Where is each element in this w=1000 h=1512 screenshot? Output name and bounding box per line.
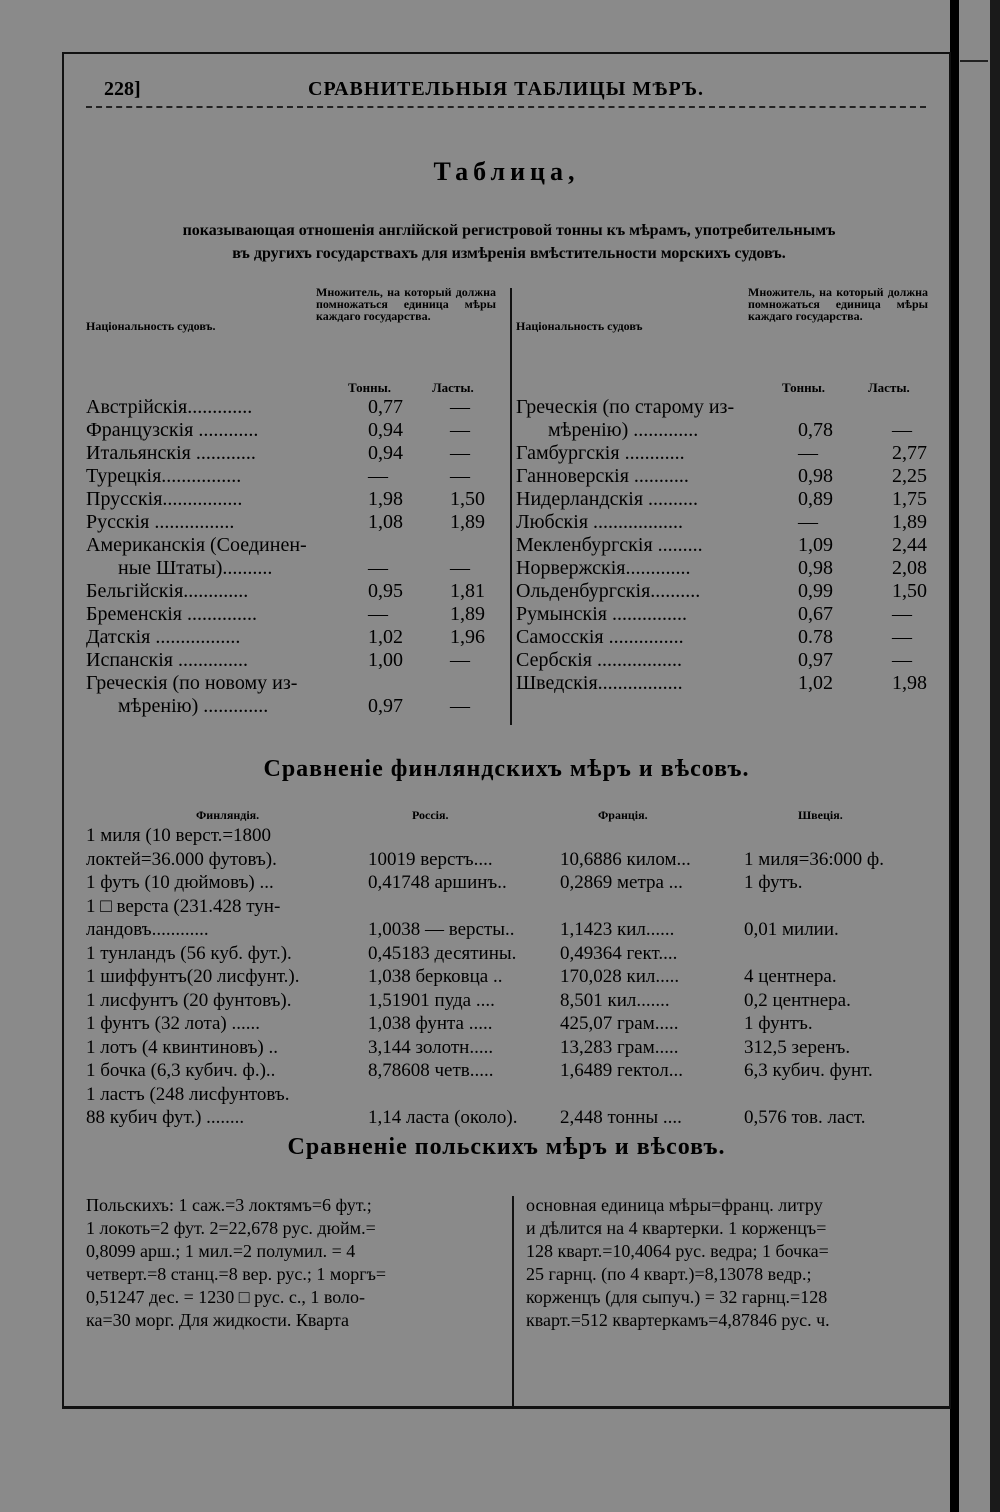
tons-cell: 0,89 — [798, 488, 833, 510]
table-row — [516, 396, 936, 419]
table-row — [516, 672, 936, 695]
lasts-cell: — — [892, 603, 912, 625]
tons-cell: — — [368, 465, 388, 487]
page-subtitle — [84, 219, 934, 265]
lasts-cell: — — [450, 695, 470, 717]
nationality-cell: Греческія (по старому из- — [516, 396, 735, 418]
nationality-cell: мѣренію) ............. — [548, 419, 699, 441]
table-row — [86, 534, 512, 557]
text-line: ка=30 морг. Для жидкости. Кварта — [86, 1310, 349, 1330]
header-tons: Тонны. — [782, 380, 825, 395]
page-number: 228] — [104, 78, 141, 100]
table-row — [86, 824, 946, 848]
table-header — [516, 286, 936, 396]
nationality-cell: Сербскія ................. — [516, 649, 682, 671]
table-row — [516, 603, 936, 626]
lasts-cell: — — [892, 649, 912, 671]
france-cell: 1,1423 кил...... — [560, 919, 675, 940]
text-line: кварт.=512 квартеркамъ=4,87846 рус. ч. — [526, 1310, 830, 1330]
subtitle-line: показывающая отношенія англійской регистровой тонны къ мѣрамъ, употребительнымъ — [182, 222, 836, 239]
nationality-cell: Шведскія................. — [516, 672, 683, 694]
text-line: и дѣлится на 4 квартерки. 1 корженцъ= — [526, 1218, 827, 1238]
table-row — [516, 649, 936, 672]
nationality-cell: Бельгійскія............. — [86, 580, 249, 602]
nationality-cell: Норвержскія............. — [516, 557, 691, 579]
header-lasts: Ласты. — [868, 380, 910, 395]
table-row — [86, 465, 512, 488]
text-line: Польскихъ: 1 саж.=3 локтямъ=6 фут.; — [86, 1195, 372, 1215]
russia-cell: 1,14 ласта (около). — [368, 1107, 518, 1128]
finland-cell: 1 футъ (10 дюймовъ) ... — [86, 872, 274, 893]
tons-cell: 0,95 — [368, 580, 403, 602]
sweden-cell: 1 фунтъ. — [744, 1013, 813, 1034]
lasts-cell: — — [450, 419, 470, 441]
text-line: основная единица мѣры=франц. литру — [526, 1195, 823, 1215]
table-row — [86, 1106, 946, 1130]
column-divider — [510, 288, 512, 725]
tons-cell: 0,98 — [798, 557, 833, 579]
table-row — [86, 626, 512, 649]
table-header — [86, 286, 512, 396]
lasts-cell: — — [450, 649, 470, 671]
text-line: 128 кварт.=10,4064 рус. ведра; 1 бочка= — [526, 1241, 829, 1261]
table-row — [86, 1036, 946, 1060]
lasts-cell: — — [450, 442, 470, 464]
nationality-cell: Бременскія .............. — [86, 603, 257, 625]
russia-cell: 10019 верстъ.... — [368, 848, 493, 870]
table-row — [86, 695, 512, 718]
lasts-cell: 2,77 — [892, 442, 927, 464]
nationality-cell: Ольденбургскія.......... — [516, 580, 701, 602]
lasts-cell: 2,44 — [892, 534, 927, 556]
table-row — [86, 1059, 946, 1083]
nationality-cell: ные Штаты).......... — [118, 557, 273, 579]
nationality-cell: Итальянскія ............ — [86, 442, 256, 464]
tons-cell: 0.78 — [798, 626, 833, 648]
table-row — [86, 1012, 946, 1036]
tons-cell: — — [798, 442, 818, 464]
france-cell: 425,07 грам..... — [560, 1013, 679, 1034]
finnish-table-header — [86, 804, 946, 824]
nationality-cell: Любскія .................. — [516, 511, 684, 533]
france-cell: 0,49364 гект.... — [560, 942, 678, 964]
finland-cell: локтей=36.000 футовъ). — [86, 848, 277, 870]
header-multiplier: Множитель, на который должна помножаться единица мѣры каждаго государства. — [748, 285, 928, 323]
lasts-cell: 1,75 — [892, 488, 927, 510]
table-row — [86, 895, 946, 919]
nationality-cell: Австрійскія............. — [86, 396, 253, 418]
nationality-cell: Французскія ............ — [86, 419, 259, 441]
finland-cell: 88 кубич фут.) ........ — [86, 1107, 245, 1128]
header-nationality: Національность судовъ — [516, 319, 643, 333]
finland-cell: ландовъ............ — [86, 919, 209, 940]
finnish-table-body — [86, 824, 946, 1130]
lasts-cell: 1,50 — [450, 488, 485, 510]
finland-cell: 1 ластъ (248 лисфунтовъ. — [86, 1083, 290, 1105]
nationality-cell: Испанскія .............. — [86, 649, 248, 671]
tons-cell: 0,97 — [798, 649, 833, 671]
text-line: корженцъ (для сыпуч.) = 32 гарнц.=128 — [526, 1287, 828, 1307]
table-row — [86, 965, 946, 989]
ship-table-right — [516, 286, 936, 695]
header-rule — [86, 106, 926, 114]
page — [62, 52, 951, 1409]
sweden-cell: 0,2 центнера. — [744, 989, 851, 1011]
nationality-cell: Ганноверскія ........... — [516, 465, 689, 487]
tons-cell: 1,09 — [798, 534, 833, 556]
running-title: СРАВНИТЕЛЬНЫЯ ТАБЛИЦЫ МѢРЪ. — [308, 78, 705, 100]
text-line: четверт.=8 станц.=8 вер. рус.; 1 моргъ= — [86, 1264, 387, 1284]
tons-cell: 0,98 — [798, 465, 833, 487]
table-row — [86, 396, 512, 419]
header-nationality: Національность судовъ. — [86, 319, 216, 333]
finland-cell: 1 тунландъ (56 куб. фут.). — [86, 942, 292, 964]
table-row — [516, 511, 936, 534]
table-row — [516, 488, 936, 511]
finland-cell: 1 миля (10 верст.=1800 — [86, 825, 272, 846]
table-row — [516, 580, 936, 603]
lasts-cell: 2,25 — [892, 465, 927, 487]
nationality-cell: Русскія ................ — [86, 511, 235, 533]
table-row — [86, 442, 512, 465]
sweden-cell: 6,3 кубич. фунт. — [744, 1060, 873, 1081]
lasts-cell: 2,08 — [892, 557, 927, 579]
nationality-cell: Самосскія ............... — [516, 626, 684, 648]
tons-cell: 0,97 — [368, 695, 403, 717]
subtitle-line: въ другихъ государствахъ для измѣренія вмѣстительности морскихъ судовъ. — [232, 245, 786, 262]
ship-table-left — [86, 286, 512, 718]
binding-rule — [950, 0, 959, 1512]
table-row — [86, 942, 946, 966]
russia-cell: 0,41748 аршинъ.. — [368, 872, 507, 893]
lasts-cell: — — [892, 626, 912, 648]
russia-cell: 1,51901 пуда .... — [368, 989, 495, 1011]
russia-cell: 3,144 золотн..... — [368, 1036, 494, 1058]
lasts-cell: 1,50 — [892, 580, 927, 602]
nationality-cell: Греческія (по новому из- — [86, 672, 298, 694]
lasts-cell: 1,89 — [450, 511, 485, 533]
table-row — [86, 871, 946, 895]
lasts-cell: — — [892, 419, 912, 441]
table-row — [86, 918, 946, 942]
finnish-table — [86, 804, 946, 1130]
nationality-cell: Прусскія................ — [86, 488, 243, 510]
polish-heading: Сравненіе польскихъ мѣръ и вѣсовъ. — [287, 1134, 726, 1160]
polish-text-right — [526, 1194, 934, 1332]
lasts-cell: 1,89 — [450, 603, 485, 625]
table-row — [86, 603, 512, 626]
tons-cell: 0,67 — [798, 603, 833, 625]
tons-cell: 0,94 — [368, 442, 403, 464]
russia-cell: 8,78608 четв..... — [368, 1060, 494, 1081]
lasts-cell: — — [450, 396, 470, 418]
tons-cell: 0,99 — [798, 580, 833, 602]
finland-cell: 1 фунтъ (32 лота) ...... — [86, 1013, 260, 1034]
nationality-cell: Американскія (Соединен- — [86, 534, 307, 556]
header-france: Франція. — [598, 808, 648, 822]
table-row — [86, 419, 512, 442]
table-row — [516, 419, 936, 442]
lasts-cell: — — [450, 465, 470, 487]
russia-cell: 1,038 фунта ..... — [368, 1013, 493, 1034]
table-row — [86, 649, 512, 672]
column-divider — [512, 1196, 514, 1408]
finnish-heading: Сравненіе финляндскихъ мѣръ и вѣсовъ. — [263, 756, 750, 782]
table-row — [86, 1083, 946, 1107]
sweden-cell: 312,5 зеренъ. — [744, 1036, 851, 1058]
nationality-cell: Нидерландскія .......... — [516, 488, 699, 510]
sweden-cell: 1 футъ. — [744, 872, 803, 893]
france-cell: 2,448 тонны .... — [560, 1107, 682, 1128]
france-cell: 1,6489 гектол... — [560, 1060, 683, 1081]
tons-cell: — — [798, 511, 818, 533]
sweden-cell: 0,01 милии. — [744, 919, 839, 940]
nationality-cell: мѣренію) ............. — [118, 695, 269, 717]
table-body — [516, 396, 936, 695]
header-finland: Финляндія. — [196, 808, 260, 822]
tons-cell: 0,78 — [798, 419, 833, 441]
text-line: 0,8099 арш.; 1 мил.=2 полумил. = 4 — [86, 1241, 356, 1261]
france-cell: 13,283 грам..... — [560, 1036, 679, 1058]
table-body — [86, 396, 512, 718]
page-edge — [990, 0, 1000, 1512]
table-row — [86, 580, 512, 603]
russia-cell: 1,0038 — версты.. — [368, 919, 515, 940]
france-cell: 8,501 кил....... — [560, 989, 670, 1011]
tons-cell: 0,94 — [368, 419, 403, 441]
nationality-cell: Датскія ................. — [86, 626, 241, 648]
header-tons: Тонны. — [348, 380, 391, 395]
nationality-cell: Мекленбургскія ......... — [516, 534, 703, 556]
tons-cell: 1,08 — [368, 511, 403, 533]
table-row — [86, 672, 512, 695]
page-title: Таблица, — [433, 157, 580, 186]
lasts-cell: — — [450, 557, 470, 579]
nationality-cell: Гамбургскія ............ — [516, 442, 685, 464]
text-line: 0,51247 дес. = 1230 □ рус. с., 1 воло- — [86, 1287, 365, 1307]
nationality-cell: Турецкія................ — [86, 465, 242, 487]
header-multiplier: Множитель, на который должна помножаться единица мѣры каждаго государства. — [316, 285, 496, 323]
text-line: 25 гарнц. (по 4 кварт.)=8,13078 ведр.; — [526, 1264, 812, 1284]
tons-cell: 0,77 — [368, 396, 403, 418]
nationality-cell: Румынскія ............... — [516, 603, 688, 625]
text-line: 1 локоть=2 фут. 2=22,678 рус. дюйм.= — [86, 1218, 376, 1238]
header-russia: Россія. — [412, 808, 449, 822]
tons-cell: — — [368, 603, 388, 625]
table-row — [516, 442, 936, 465]
header-sweden: Швеція. — [798, 808, 843, 822]
russia-cell: 1,038 берковца .. — [368, 966, 503, 987]
russia-cell: 0,45183 десятины. — [368, 942, 517, 964]
sweden-cell: 0,576 тов. ласт. — [744, 1107, 866, 1128]
table-row — [516, 626, 936, 649]
finland-cell: 1 бочка (6,3 кубич. ф.).. — [86, 1060, 276, 1081]
tons-cell: — — [368, 557, 388, 579]
lasts-cell: 1,89 — [892, 511, 927, 533]
lasts-cell: 1,98 — [892, 672, 927, 694]
tons-cell: 1,02 — [798, 672, 833, 694]
header-lasts: Ласты. — [432, 380, 474, 395]
table-row — [516, 465, 936, 488]
table-row — [86, 848, 946, 872]
table-row — [86, 557, 512, 580]
tons-cell: 1,98 — [368, 488, 403, 510]
sweden-cell: 1 миля=36:000 ф. — [744, 848, 884, 870]
france-cell: 170,028 кил..... — [560, 966, 680, 987]
margin-mark — [960, 60, 988, 62]
tons-cell: 1,02 — [368, 626, 403, 648]
finland-cell: 1 лисфунтъ (20 фунтовъ). — [86, 989, 292, 1011]
lasts-cell: 1,96 — [450, 626, 485, 648]
finland-cell: 1 лотъ (4 квинтиновъ) .. — [86, 1036, 279, 1058]
tons-cell: 1,00 — [368, 649, 403, 671]
france-cell: 10,6886 килом... — [560, 848, 691, 870]
table-row — [516, 534, 936, 557]
table-row — [86, 511, 512, 534]
table-row — [86, 488, 512, 511]
france-cell: 0,2869 метра ... — [560, 872, 683, 893]
sweden-cell: 4 центнера. — [744, 966, 837, 987]
polish-text-left — [86, 1194, 506, 1332]
finland-cell: 1 □ верста (231.428 тун- — [86, 895, 281, 917]
table-row — [86, 989, 946, 1013]
lasts-cell: 1,81 — [450, 580, 485, 602]
table-row — [516, 557, 936, 580]
finland-cell: 1 шиффунтъ(20 лисфунт.). — [86, 966, 300, 987]
